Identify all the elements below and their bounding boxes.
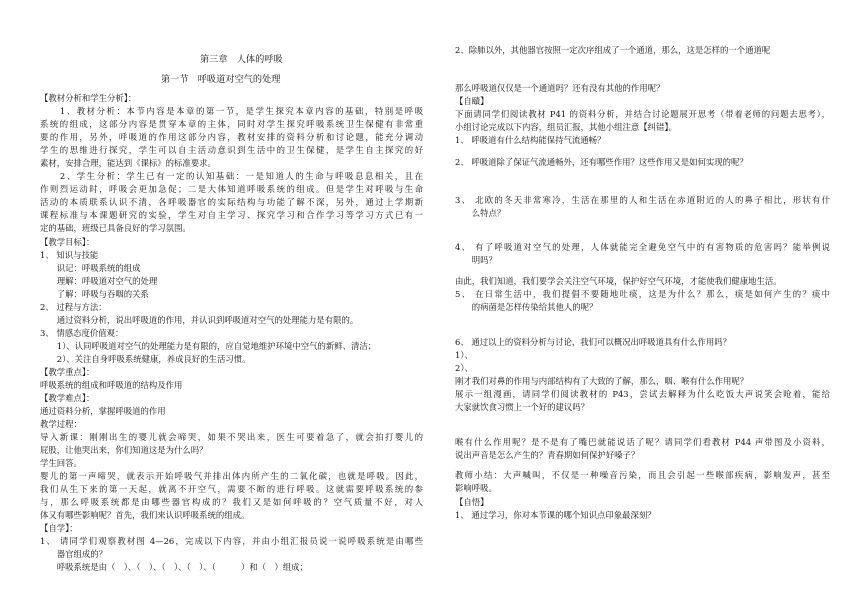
text-line: 器官组成的？ <box>40 549 107 559</box>
text-line: 学生的思维进行探究，学生可以自主活动意识到生活中的卫生保健，是学生自主探究的好 <box>40 145 423 155</box>
text-line: 大家就饮食习惯上一个好的建议吗？ <box>455 402 589 412</box>
text-line: 与，那么呼吸系统都是由哪些器官构成的？我们又是如何呼吸的？空气质量不好，对人 <box>40 497 423 507</box>
section-title: 第一节 呼吸道对空气的处理 <box>161 74 281 85</box>
text-line: 了解：呼吸与吞咽的关系 <box>40 289 149 299</box>
text-line: 说出声音是怎么产生的？青春期如何保护好嗓子？ <box>455 450 640 460</box>
text-line: 展示一组漫画，请同学们阅读教材的 P43，尝试去解释为什么吃饭大声说笑会呛着，能给 <box>455 389 830 399</box>
text-line: 婴儿的第一声啼哭，就表示开始呼吸气并排出体内所产生的二氧化碳，也就是呼吸。因此， <box>40 471 423 481</box>
text-line: 通过资料分析，掌握呼吸道的作用 <box>40 406 166 416</box>
question-1: 1、 呼吸道有什么结构能保持气流通畅？ <box>455 135 606 145</box>
heading-self-realization: 【自悟】 <box>455 497 489 507</box>
text-line: 的病菌是怎样传染给其他人的呢？ <box>455 302 598 312</box>
text-line: 2、学生分析：学生已有一定的认知基础：一是知道人的生命与呼吸息息相关，且在 <box>40 171 423 181</box>
text-line: 明吗？ <box>455 255 497 265</box>
question-2: 2、 呼吸道除了保证气流通畅外，还有哪些作用？这些作用又是如何实现的呢？ <box>455 157 748 167</box>
text-line: 1、 知识与技能 <box>40 250 99 260</box>
text-line: 我们从生下来的第一天起，就离不开空气，需要不断的进行呼吸。这就需要呼吸系统的参 <box>40 484 423 494</box>
text-line: 教师小结：大声喊叫，不仅是一种噪音污染，而且会引起一些喉部疾病，影响发声，甚至 <box>455 470 830 480</box>
text-line: 系统的组成，这部分内容是贯穿本章的主体，同时对学生探究呼吸系统卫生保健有非常重 <box>40 119 423 129</box>
chapter-title: 第三章 人体的呼吸 <box>200 54 283 65</box>
text-line: 屁股，让他哭出来，你们知道这是为什么吗？ <box>40 445 208 455</box>
text-line: 课程标准与本课题研究的实验，学生对自主学习、探究学习和合作学习等学习方式已有一 <box>40 210 423 220</box>
text-line: 影响呼吸。 <box>455 483 497 493</box>
text-line: 么特点？ <box>455 208 506 218</box>
heading-key-points: 【教学重点】： <box>40 367 95 377</box>
text-line: 定的基础，班级已具备良好的学习氛围。 <box>40 223 191 233</box>
text-line: 体又有哪些影响呢？首先，我们来认识呼吸系统的组成。 <box>40 510 250 520</box>
text-line: 2）、关注自身呼吸系统健康，养成良好的生活习惯。 <box>40 354 251 364</box>
text-line: 理解：呼吸道对空气的处理 <box>40 276 158 286</box>
text-line: 呼吸系统是由（ ）、（ ）、（ ）、（ ）、（ ）和（ ）组成； <box>40 562 308 572</box>
text-line: 刚才我们对鼻的作用与内部结构有了大致的了解，那么，咽、喉有什么作用呢？ <box>455 376 749 386</box>
question-3: 3、 北欧的冬天非常寒冷，生活在那里的人和生活在赤道附近的人的鼻子相比，形状有什 <box>455 195 830 205</box>
text-line: 通过资料分析，说出呼吸道的作用，并认识到呼吸道对空气的处理能力是有限的。 <box>40 315 359 325</box>
text-line: 活动的本质联系认识不清，各呼吸器官的实际结构与功能了解不深，另外，通过上学期新 <box>40 197 423 207</box>
text-line: 作则烈运动时，呼吸会更加急促；二是大体知道呼吸系统的组成。但是学生对呼吸与生命 <box>40 184 423 194</box>
question-6: 6、 通过以上的资料分析与讨论，我们可以概况出呼吸道具有什么作用吗？ <box>455 337 731 347</box>
text-line: 由此，我们知道，我们要学会关注空气环境，保护好空气环境，才能使我们健康地生活。 <box>455 276 782 286</box>
question-final: 1、 通过学习，你对本节课的哪个知识点印象最深刻？ <box>455 510 656 520</box>
heading-difficulties: 【教学难点】： <box>40 393 95 403</box>
text-line: 2、除肺以外，其他器官按照一定次序组成了一个通道，那么，这是怎样的一个通道呢 <box>455 45 771 55</box>
text-line: 识记：呼吸系统的组成 <box>40 263 141 273</box>
question-5: 5、 在日常生活中，我们提倡不要随地吐痰，这是为什么？那么，痰是如何产生的？痰中 <box>455 289 830 299</box>
text-line: 1）、认同呼吸道对空气的处理能力是有限的，应自觉地维护环境中空气的新鲜、清洁； <box>40 341 377 351</box>
text-line: 学生回答。 <box>40 458 82 468</box>
text-line: 3、 情感态度价值观： <box>40 328 124 338</box>
answer-blank-1: 1）、 <box>455 350 473 360</box>
text-line: 1、 请同学们观察教材图 4—26，完成以下内容，并由小组汇报员说一说呼吸系统是由哪些 <box>40 536 423 546</box>
text-line: 小组讨论完成以下内容，组员汇报，其他小组注意【纠错】。 <box>455 122 677 132</box>
heading-objectives: 【教学目标】： <box>40 237 95 247</box>
text-line: 喉有什么作用呢？是不是有了嘴巴就能说话了呢？请同学们看教材 P44 声带图及小资料， <box>455 437 830 447</box>
heading-self-reflection: 【自賾】 <box>455 96 489 106</box>
text-line: 要的作用，另外，呼吸道的作用这部分内容，教材安排的资料分析和讨论题，能充分调动 <box>40 132 423 142</box>
text-line: 呼吸系统的组成和呼吸道的结构及作用 <box>40 380 183 390</box>
question-4: 4、 有了呼吸道对空气的处理，人体就能完全避免空气中的有害物质的危害吗？能举例说 <box>455 242 830 252</box>
text-line: 教学过程： <box>40 419 82 429</box>
answer-blank-2: 2）、 <box>455 363 473 373</box>
text-line: 2、 过程与方法： <box>40 302 107 312</box>
heading-self-study: 【自学】： <box>40 523 78 533</box>
heading-analysis: 【教材分析和学生分析】： <box>40 93 137 103</box>
text-line: 下面请同学们阅读教材 P41 的资料分析，并结合讨论题展开思考（带着老师的问题去思考）， <box>455 109 830 119</box>
text-line: 导入新课：刚刚出生的婴儿就会啼哭，如果不哭出来，医生可要着急了，就会拍打婴儿的 <box>40 432 423 442</box>
text-line: 1、教材分析：本节内容是本章的第一节，是学生探究本章内容的基础，特别是呼吸 <box>40 106 423 116</box>
text-line: 素材，安排合理，能达到《课标》的标准要求。 <box>40 158 216 168</box>
text-line: 那么呼吸道仅仅是一个通道吗？还有没有其他的作用呢？ <box>455 83 665 93</box>
